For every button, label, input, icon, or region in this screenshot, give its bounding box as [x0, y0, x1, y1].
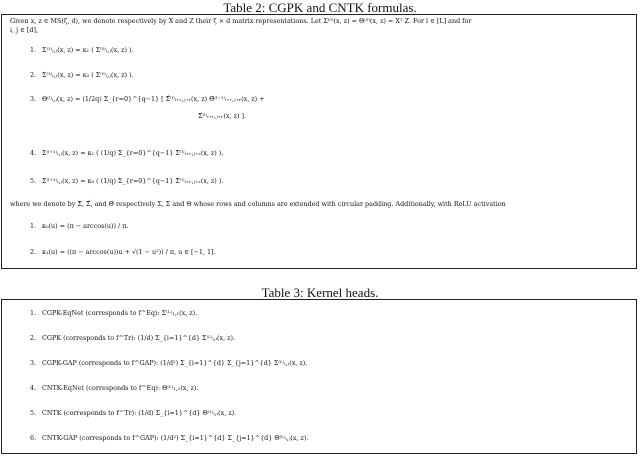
kernel-head-text: CGPK (corresponds to f^Tr): (1/d) Σ_{i=1}^{d} Σ⁽ᴸ⁾ᵢ,ᵢ(x, z).	[42, 334, 236, 342]
activation-item-1	[30, 222, 128, 230]
item-number: 2.	[30, 248, 37, 256]
item-number: 1.	[30, 46, 37, 54]
formula: κ₁(u) = ((π − arccos(u))u + √(1 − u²)) / π, u ∈ [−1, 1].	[42, 248, 216, 256]
table3-caption: Table 3: Kernel heads.	[261, 285, 379, 300]
item-number: 2.	[30, 334, 37, 342]
formula: Σ̇⁽ˡ⁺¹⁾ᵢ,ⱼ(x, z) = κ₀ ( (1/q) Σ_{r=0}^{q−1} Σ̃⁽ˡ⁾ᵢ₊ᵣ,ⱼ₊ᵣ(x, z) ).	[42, 177, 224, 185]
kernel-head-item	[30, 359, 307, 367]
item-number: 3.	[30, 359, 37, 367]
formula: Σ⁽ˡ⁺¹⁾ᵢ,ⱼ(x, z) = κ₁ ( (1/q) Σ_{r=0}^{q−1} Σ̃⁽ˡ⁾ᵢ₊ᵣ,ⱼ₊ᵣ(x, z) ).	[42, 149, 224, 157]
table2-box	[1, 14, 637, 269]
kernel-head-text: CNTK-EqNet (corresponds to f^Eq): Θ⁽ᴸ⁾₁,₁(x, z).	[42, 384, 199, 392]
formula-item-5	[30, 177, 223, 185]
kernel-head-item	[30, 309, 197, 317]
item-number: 1.	[30, 222, 37, 230]
formula-item-4	[30, 149, 223, 157]
kernel-head-text: CNTK (corresponds to f^Tr): (1/d) Σ_{i=1}^{d} Θ⁽ᴸ⁾ᵢ,ᵢ(x, z).	[42, 409, 237, 417]
formula-item-3	[30, 95, 265, 103]
item-number: 6.	[30, 434, 37, 442]
intro-line-1: Given x, z ∈ MS(ζ, d), we denote respectively by X and Z their ζ × d matrix representations. Let Σ⁽⁰⁾(x, z) = Θ⁽⁰⁾(x, z) = Xᵀ Z. For l ∈ [L] and for	[10, 17, 472, 25]
table2-caption: Table 2: CGPK and CNTK formulas.	[223, 0, 417, 15]
where-text: where we denote by Σ̃, Σ̃̇, and Θ̃ respectively Σ, Σ̇ and Θ whose rows and columns are extended with circular padding. Additionally, with ReLU activation	[10, 200, 506, 208]
kernel-head-text: CGPK-GAP (corresponds to f^GAP): (1/d²) Σ_{i=1}^{d} Σ_{j=1}^{d} Σ⁽ᴸ⁾ᵢ,ⱼ(x, z).	[42, 359, 308, 367]
item-number: 5.	[30, 409, 37, 417]
item-number: 2.	[30, 71, 37, 79]
activation-item-2	[30, 248, 216, 256]
table3-box	[1, 299, 637, 454]
formula: Σ̇⁽¹⁾ᵢ,ⱼ(x, z) = κ₀ ( Σ⁽⁰⁾ᵢ,ⱼ(x, z) ).	[42, 71, 134, 79]
kernel-head-item	[30, 384, 198, 392]
formula: Σ⁽¹⁾ᵢ,ⱼ(x, z) = κ₁ ( Σ⁽⁰⁾ᵢ,ⱼ(x, z) ).	[42, 46, 134, 54]
item-number: 4.	[30, 149, 37, 157]
kernel-head-item	[30, 334, 235, 342]
formula: Θ⁽ˡ⁾ᵢ,ⱼ(x, z) = (1/2q) Σ_{r=0}^{q−1} [ Σ̃̇⁽ˡ⁾ᵢ₊ᵣ,ⱼ₊ᵣ(x, z) Θ̃⁽ˡ⁻¹⁾ᵢ₊ᵣ,ⱼ₊ᵣ(x, z) +	[42, 95, 265, 103]
item-number: 5.	[30, 177, 37, 185]
kernel-head-item	[30, 434, 308, 442]
kernel-head-text: CGPK-EqNet (corresponds to f^Eq): Σ⁽ᴸ⁾₁,₁(x, z).	[42, 309, 198, 317]
formula-item-1	[30, 46, 134, 54]
kernel-head-text: CNTK-GAP (corresponds to f^GAP): (1/d²) Σ_{i=1}^{d} Σ_{j=1}^{d} Θ⁽ᴸ⁾ᵢ,ⱼ(x, z).	[42, 434, 309, 442]
item-number: 1.	[30, 309, 37, 317]
formula: κ₀(u) = (π − arccos(u)) / π.	[42, 222, 129, 230]
kernel-head-item	[30, 409, 236, 417]
item-number: 4.	[30, 384, 37, 392]
formula-item-2	[30, 71, 134, 79]
item-number: 3.	[30, 95, 37, 103]
formula-item-3-continuation: Σ̃⁽ˡ⁾ᵢ₊ᵣ,ⱼ₊ᵣ(x, z) ].	[198, 112, 246, 120]
intro-line-2: i, j ∈ [d],	[10, 26, 38, 34]
